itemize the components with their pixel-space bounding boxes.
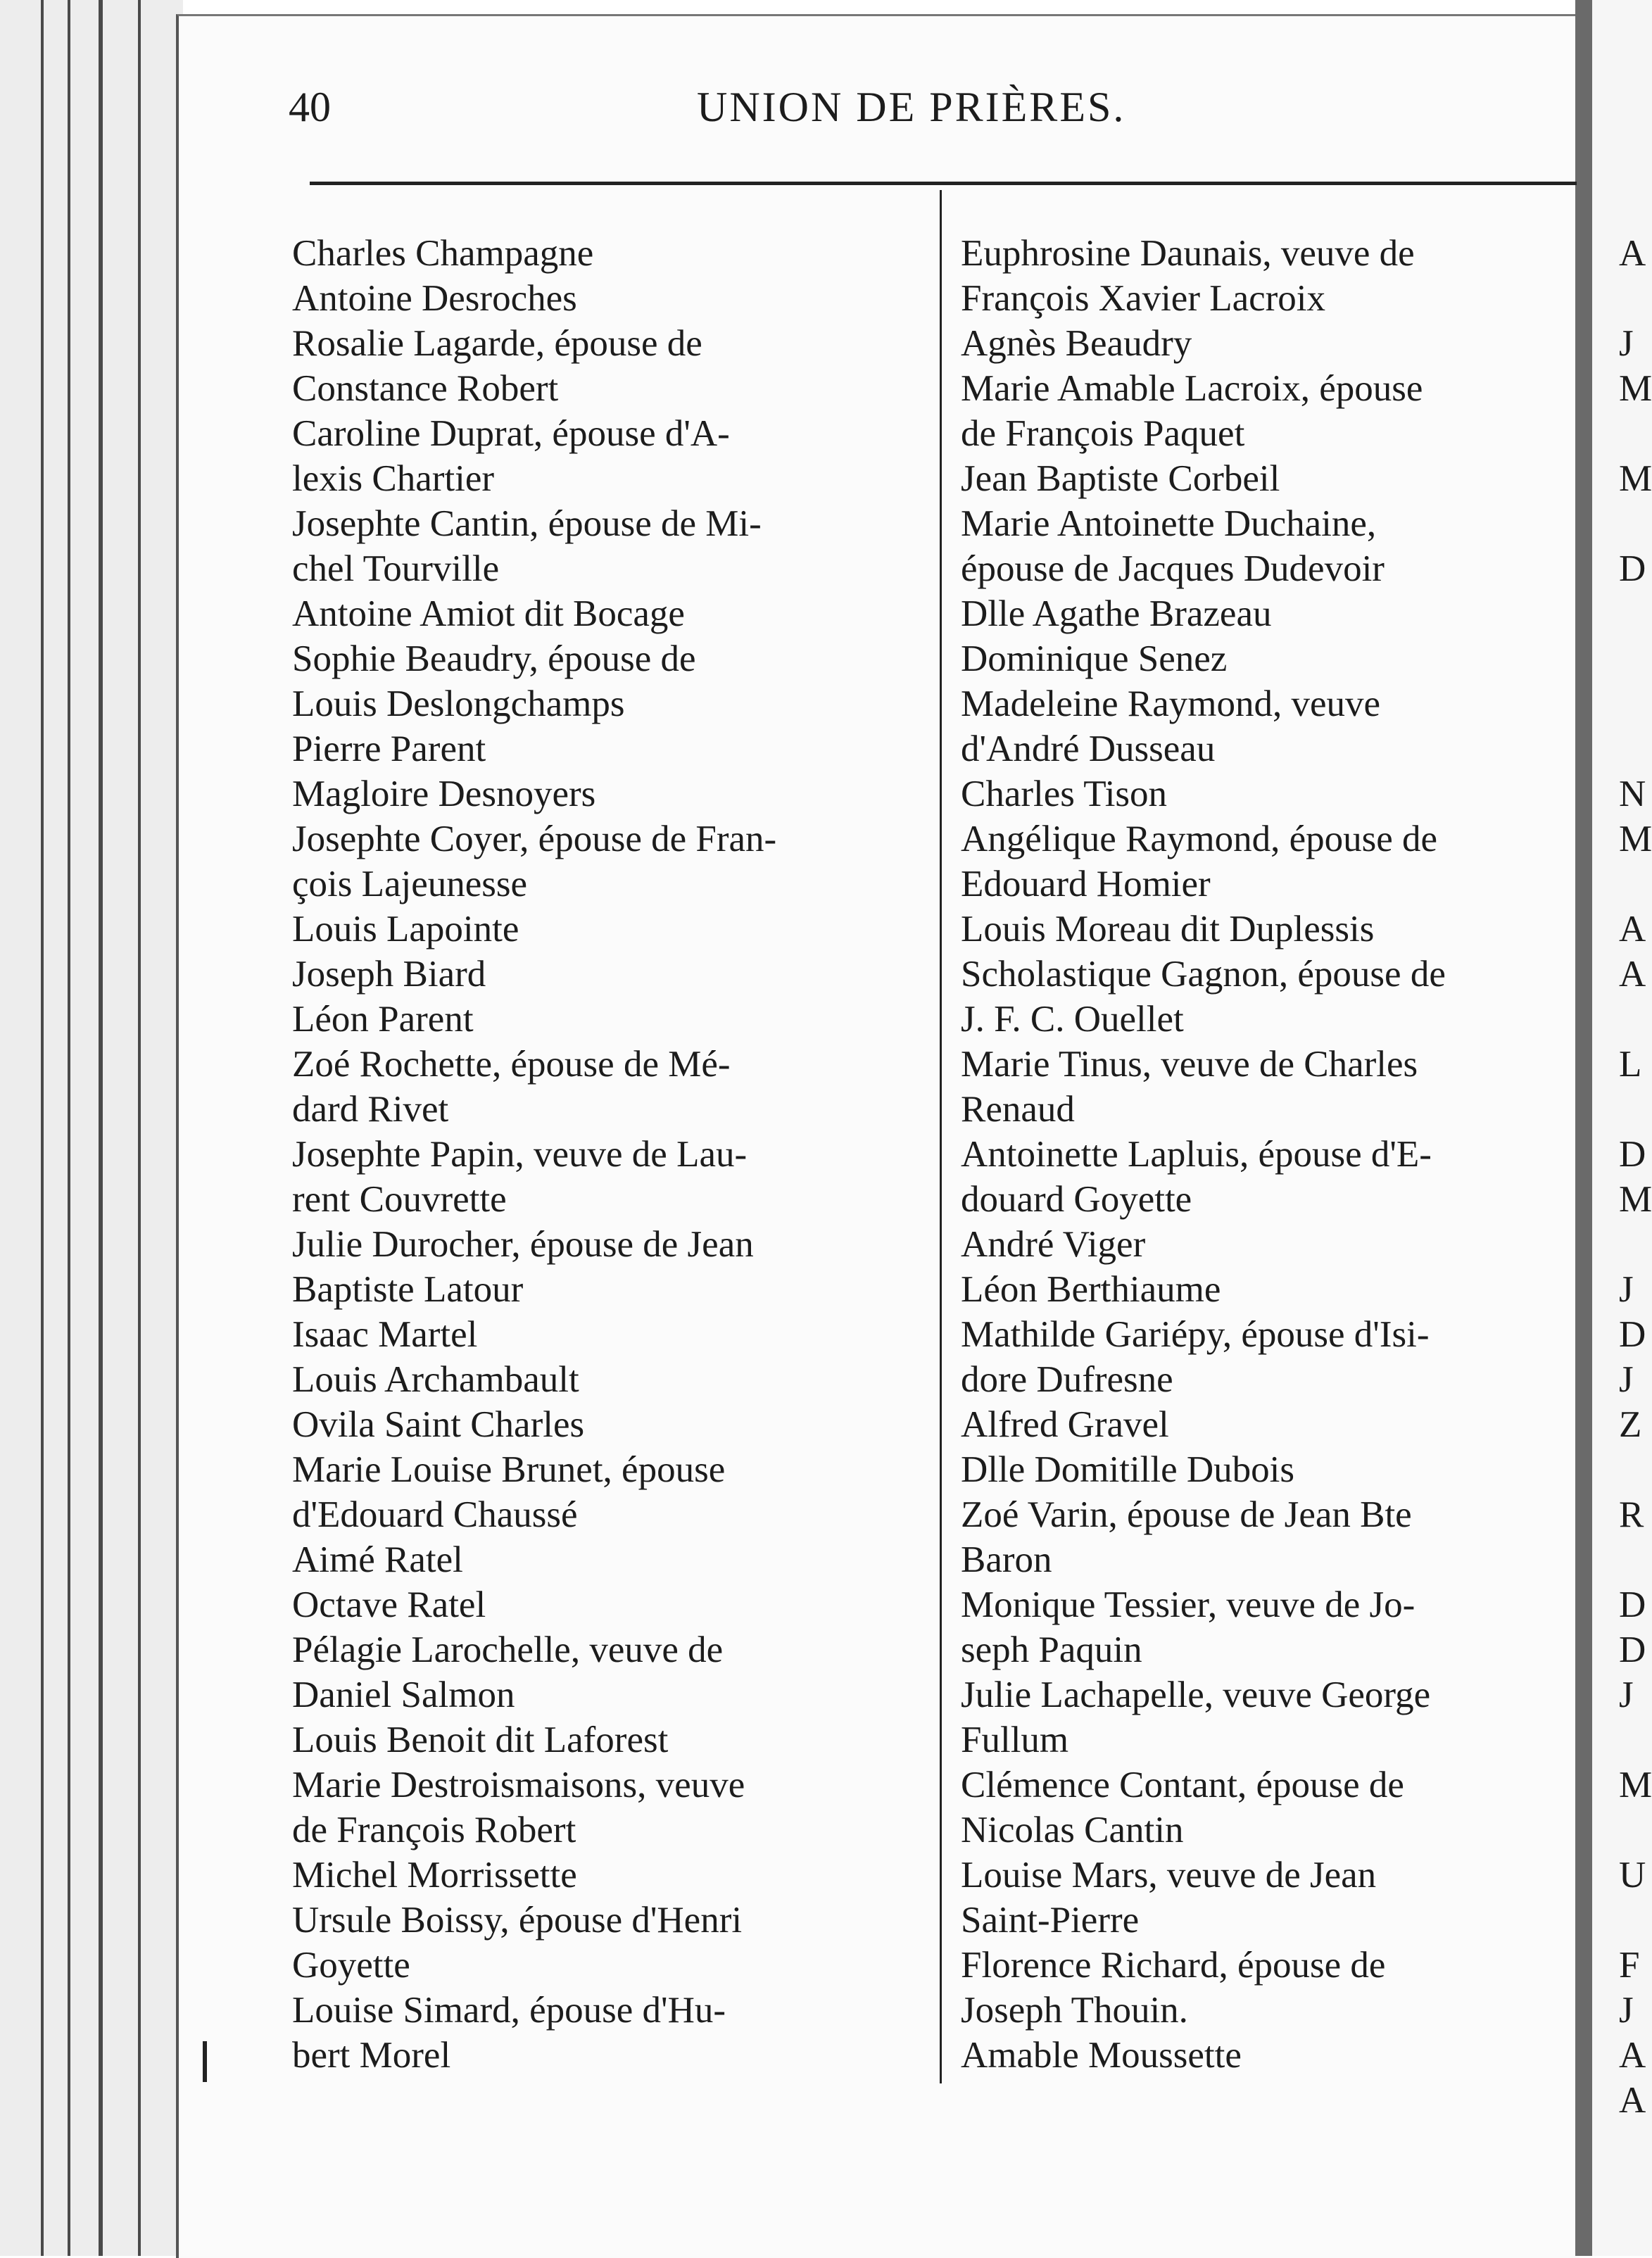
entry-line: Léon Berthiaume	[961, 1269, 1221, 1310]
margin-letter: R	[1619, 1494, 1644, 1535]
entry-line: Josephte Cantin, épouse de Mi-	[292, 503, 762, 544]
margin-letter: D	[1619, 1629, 1646, 1670]
entry-line: Caroline Duprat, épouse d'A-	[292, 413, 730, 454]
entry-line: Antoine Amiot dit Bocage	[292, 593, 685, 634]
entry-continuation: Edouard Homier	[961, 864, 1211, 904]
list-entry	[292, 1357, 926, 1402]
margin-letter: A	[1619, 233, 1646, 274]
entry-line: Sophie Beaudry, épouse de	[292, 638, 696, 679]
entry-continuation: Joseph Thouin.	[961, 1990, 1188, 2031]
entry-line: Agnès Beaudry	[961, 323, 1192, 364]
entry-continuation: dard Rivet	[292, 1089, 449, 1130]
list-entry	[961, 366, 1573, 456]
entry-line: Louis Archambault	[292, 1359, 579, 1400]
margin-letter: M	[1619, 819, 1652, 859]
running-head: UNION DE PRIÈRES.	[697, 84, 1126, 130]
entry-line: Madeleine Raymond, veuve	[961, 683, 1381, 724]
entry-continuation: Fullum	[961, 1720, 1069, 1760]
margin-letter: D	[1619, 1134, 1646, 1175]
list-entry	[961, 1132, 1573, 1222]
margin-letter: Z	[1619, 1404, 1642, 1445]
margin-letter	[1619, 1898, 1652, 1943]
entry-line: Louise Simard, épouse d'Hu-	[292, 1990, 726, 2031]
margin-letter	[1619, 1808, 1652, 1853]
margin-letter	[1619, 1222, 1652, 1267]
margin-letter	[1619, 1447, 1652, 1492]
entry-continuation: çois Lajeunesse	[292, 864, 528, 904]
list-entry	[292, 321, 926, 411]
left-column	[292, 231, 926, 2078]
entry-line: Marie Louise Brunet, épouse	[292, 1449, 726, 1490]
list-entry	[292, 591, 926, 636]
margin-letter	[1619, 997, 1652, 1042]
margin-letter: L	[1619, 1044, 1642, 1085]
entry-continuation: Nicolas Cantin	[961, 1810, 1184, 1850]
entry-line: Octave Ratel	[292, 1584, 486, 1625]
margin-letter	[1619, 1537, 1652, 1582]
entry-continuation: François Xavier Lacroix	[961, 278, 1326, 319]
entry-line: Ursule Boissy, épouse d'Henri	[292, 1900, 743, 1941]
list-entry	[961, 321, 1573, 366]
margin-letter	[1619, 862, 1652, 907]
entry-line: Antoinette Lapluis, épouse d'E-	[961, 1134, 1432, 1175]
entry-line: Aimé Ratel	[292, 1539, 463, 1580]
list-entry	[961, 1402, 1573, 1447]
list-entry	[961, 2033, 1573, 2078]
list-entry	[292, 952, 926, 997]
entry-line: Euphrosine Daunais, veuve de	[961, 233, 1415, 274]
entry-continuation: bert Morel	[292, 2035, 451, 2076]
list-entry	[292, 1582, 926, 1627]
margin-letter: J	[1619, 323, 1634, 364]
list-entry	[961, 681, 1573, 771]
entry-line: Scholastique Gagnon, épouse de	[961, 954, 1446, 995]
entry-continuation: Goyette	[292, 1945, 410, 1986]
entry-line: Joseph Biard	[292, 954, 486, 995]
entry-continuation: Renaud	[961, 1089, 1075, 1130]
entry-line: Josephte Papin, veuve de Lau-	[292, 1134, 748, 1175]
entry-line: Alfred Gravel	[961, 1404, 1169, 1445]
entry-line: Antoine Desroches	[292, 278, 577, 319]
entry-continuation: Daniel Salmon	[292, 1674, 515, 1715]
entry-line: Marie Amable Lacroix, épouse	[961, 368, 1423, 409]
margin-letter	[1619, 276, 1652, 321]
entry-continuation: rent Couvrette	[292, 1179, 507, 1220]
list-entry	[961, 501, 1573, 591]
list-entry	[961, 231, 1573, 321]
list-entry	[961, 1222, 1573, 1267]
list-entry	[961, 1267, 1573, 1312]
entry-line: Marie Tinus, veuve de Charles	[961, 1044, 1418, 1085]
list-entry	[961, 952, 1573, 1042]
margin-letter: M	[1619, 1765, 1652, 1805]
margin-letter	[1619, 501, 1652, 546]
entry-line: Louise Mars, veuve de Jean	[961, 1855, 1377, 1896]
list-entry	[292, 636, 926, 726]
list-entry	[292, 1312, 926, 1357]
list-entry	[292, 771, 926, 816]
entry-line: Pierre Parent	[292, 729, 486, 769]
list-entry	[292, 1537, 926, 1582]
entry-line: Michel Morrissette	[292, 1855, 577, 1896]
entry-line: Charles Tison	[961, 774, 1168, 814]
list-entry	[292, 1898, 926, 1988]
entry-line: Isaac Martel	[292, 1314, 478, 1355]
entry-line: Dlle Agathe Brazeau	[961, 593, 1272, 634]
entry-continuation: chel Tourville	[292, 548, 500, 589]
margin-letter: A	[1619, 909, 1646, 950]
list-entry	[292, 231, 926, 276]
margin-letter: D	[1619, 1314, 1646, 1355]
entry-continuation: de François Robert	[292, 1810, 576, 1850]
margin-letter: J	[1619, 1990, 1634, 2031]
entry-line: Dlle Domitille Dubois	[961, 1449, 1295, 1490]
margin-letter: J	[1619, 1359, 1634, 1400]
entry-line: Léon Parent	[292, 999, 474, 1040]
list-entry	[961, 591, 1573, 636]
entry-line: Rosalie Lagarde, épouse de	[292, 323, 702, 364]
entry-line: Charles Champagne	[292, 233, 594, 274]
list-entry	[292, 1627, 926, 1717]
margin-letter: A	[1619, 954, 1646, 995]
entry-line: Louis Benoit dit Laforest	[292, 1720, 669, 1760]
margin-letter: M	[1619, 368, 1652, 409]
entry-line: Mathilde Gariépy, épouse d'Isi-	[961, 1314, 1430, 1355]
list-entry	[961, 1943, 1573, 2033]
list-entry	[961, 1492, 1573, 1582]
entry-continuation: Baptiste Latour	[292, 1269, 524, 1310]
list-entry	[961, 907, 1573, 952]
entry-line: Marie Destroismaisons, veuve	[292, 1765, 745, 1805]
margin-letter: N	[1619, 774, 1646, 814]
margin-letter	[1619, 681, 1652, 726]
margin-letter: A	[1619, 2080, 1646, 2121]
entry-line: Pélagie Larochelle, veuve de	[292, 1629, 724, 1670]
entry-line: Clémence Contant, épouse de	[961, 1765, 1404, 1805]
entry-continuation: de François Paquet	[961, 413, 1245, 454]
list-entry	[292, 1132, 926, 1222]
list-entry	[961, 636, 1573, 681]
entry-line: Monique Tessier, veuve de Jo-	[961, 1584, 1415, 1625]
entry-line: André Viger	[961, 1224, 1146, 1265]
margin-letter: M	[1619, 458, 1652, 499]
header-rule	[310, 182, 1577, 185]
list-entry	[292, 1222, 926, 1312]
list-entry	[292, 907, 926, 952]
entry-line: Louis Moreau dit Duplessis	[961, 909, 1375, 950]
entry-continuation: d'Edouard Chaussé	[292, 1494, 578, 1535]
book-gutter	[1575, 0, 1592, 2256]
entry-line: Angélique Raymond, épouse de	[961, 819, 1438, 859]
margin-letter	[1619, 411, 1652, 456]
list-entry	[961, 456, 1573, 501]
margin-letter	[1619, 726, 1652, 771]
list-entry	[292, 997, 926, 1042]
column-divider	[940, 190, 942, 2083]
list-entry	[292, 1447, 926, 1537]
page-edge-line	[41, 0, 44, 2256]
list-entry	[292, 1402, 926, 1447]
page-edge-line	[138, 0, 141, 2256]
entry-continuation: Constance Robert	[292, 368, 559, 409]
margin-letter	[1619, 636, 1652, 681]
entry-line: Magloire Desnoyers	[292, 774, 596, 814]
list-entry	[292, 1762, 926, 1853]
page-edge-line	[68, 0, 70, 2256]
entry-continuation: Baron	[961, 1539, 1052, 1580]
margin-letter: F	[1619, 1945, 1640, 1986]
entry-line: Julie Durocher, épouse de Jean	[292, 1224, 754, 1265]
margin-letter: D	[1619, 1584, 1646, 1625]
entry-continuation: seph Paquin	[961, 1629, 1142, 1670]
entry-line: Jean Baptiste Corbeil	[961, 458, 1280, 499]
margin-letter: D	[1619, 548, 1646, 589]
entry-line: Julie Lachapelle, veuve George	[961, 1674, 1431, 1715]
entry-line: Marie Antoinette Duchaine,	[961, 503, 1377, 544]
entry-continuation: J. F. C. Ouellet	[961, 999, 1184, 1040]
list-entry	[292, 726, 926, 771]
margin-letter: M	[1619, 1179, 1652, 1220]
list-entry	[292, 1988, 926, 2078]
margin-letter	[1619, 1717, 1652, 1762]
list-entry	[961, 1582, 1573, 1672]
list-entry	[292, 411, 926, 501]
page-edge-line	[99, 0, 103, 2256]
margin-letter	[1619, 1087, 1652, 1132]
entry-line: Josephte Coyer, épouse de Fran-	[292, 819, 777, 859]
entry-continuation: Saint-Pierre	[961, 1900, 1140, 1941]
entry-line: Louis Lapointe	[292, 909, 519, 950]
list-entry	[292, 816, 926, 907]
page-edges	[0, 0, 183, 2256]
right-column	[961, 231, 1573, 2078]
list-entry	[961, 1042, 1573, 1132]
list-entry	[292, 1853, 926, 1898]
entry-line: Zoé Varin, épouse de Jean Bte	[961, 1494, 1412, 1535]
list-entry	[961, 1447, 1573, 1492]
margin-letter: U	[1619, 1855, 1646, 1896]
entry-continuation: épouse de Jacques Dudevoir	[961, 548, 1385, 589]
list-entry	[961, 1853, 1573, 1943]
list-entry	[292, 1717, 926, 1762]
facing-page-margin-letters	[1619, 231, 1652, 2123]
list-entry	[961, 816, 1573, 907]
entry-line: Florence Richard, épouse de	[961, 1945, 1386, 1986]
entry-line: Dominique Senez	[961, 638, 1228, 679]
list-entry	[292, 1042, 926, 1132]
list-entry	[292, 501, 926, 591]
list-entry	[292, 276, 926, 321]
entry-continuation: Louis Deslongchamps	[292, 683, 625, 724]
entry-line: Zoé Rochette, épouse de Mé-	[292, 1044, 731, 1085]
entry-continuation: douard Goyette	[961, 1179, 1192, 1220]
margin-letter: J	[1619, 1269, 1634, 1310]
entry-line: Amable Moussette	[961, 2035, 1242, 2076]
margin-letter: J	[1619, 1674, 1634, 1715]
page-number: 40	[289, 84, 331, 130]
entry-continuation: d'André Dusseau	[961, 729, 1216, 769]
entry-continuation: lexis Chartier	[292, 458, 494, 499]
list-entry	[961, 771, 1573, 816]
list-entry	[961, 1672, 1573, 1762]
list-entry	[961, 1312, 1573, 1402]
list-entry	[961, 1762, 1573, 1853]
page-mark	[203, 2041, 207, 2082]
entry-continuation: dore Dufresne	[961, 1359, 1173, 1400]
margin-letter: A	[1619, 2035, 1646, 2076]
entry-line: Ovila Saint Charles	[292, 1404, 585, 1445]
margin-letter	[1619, 591, 1652, 636]
